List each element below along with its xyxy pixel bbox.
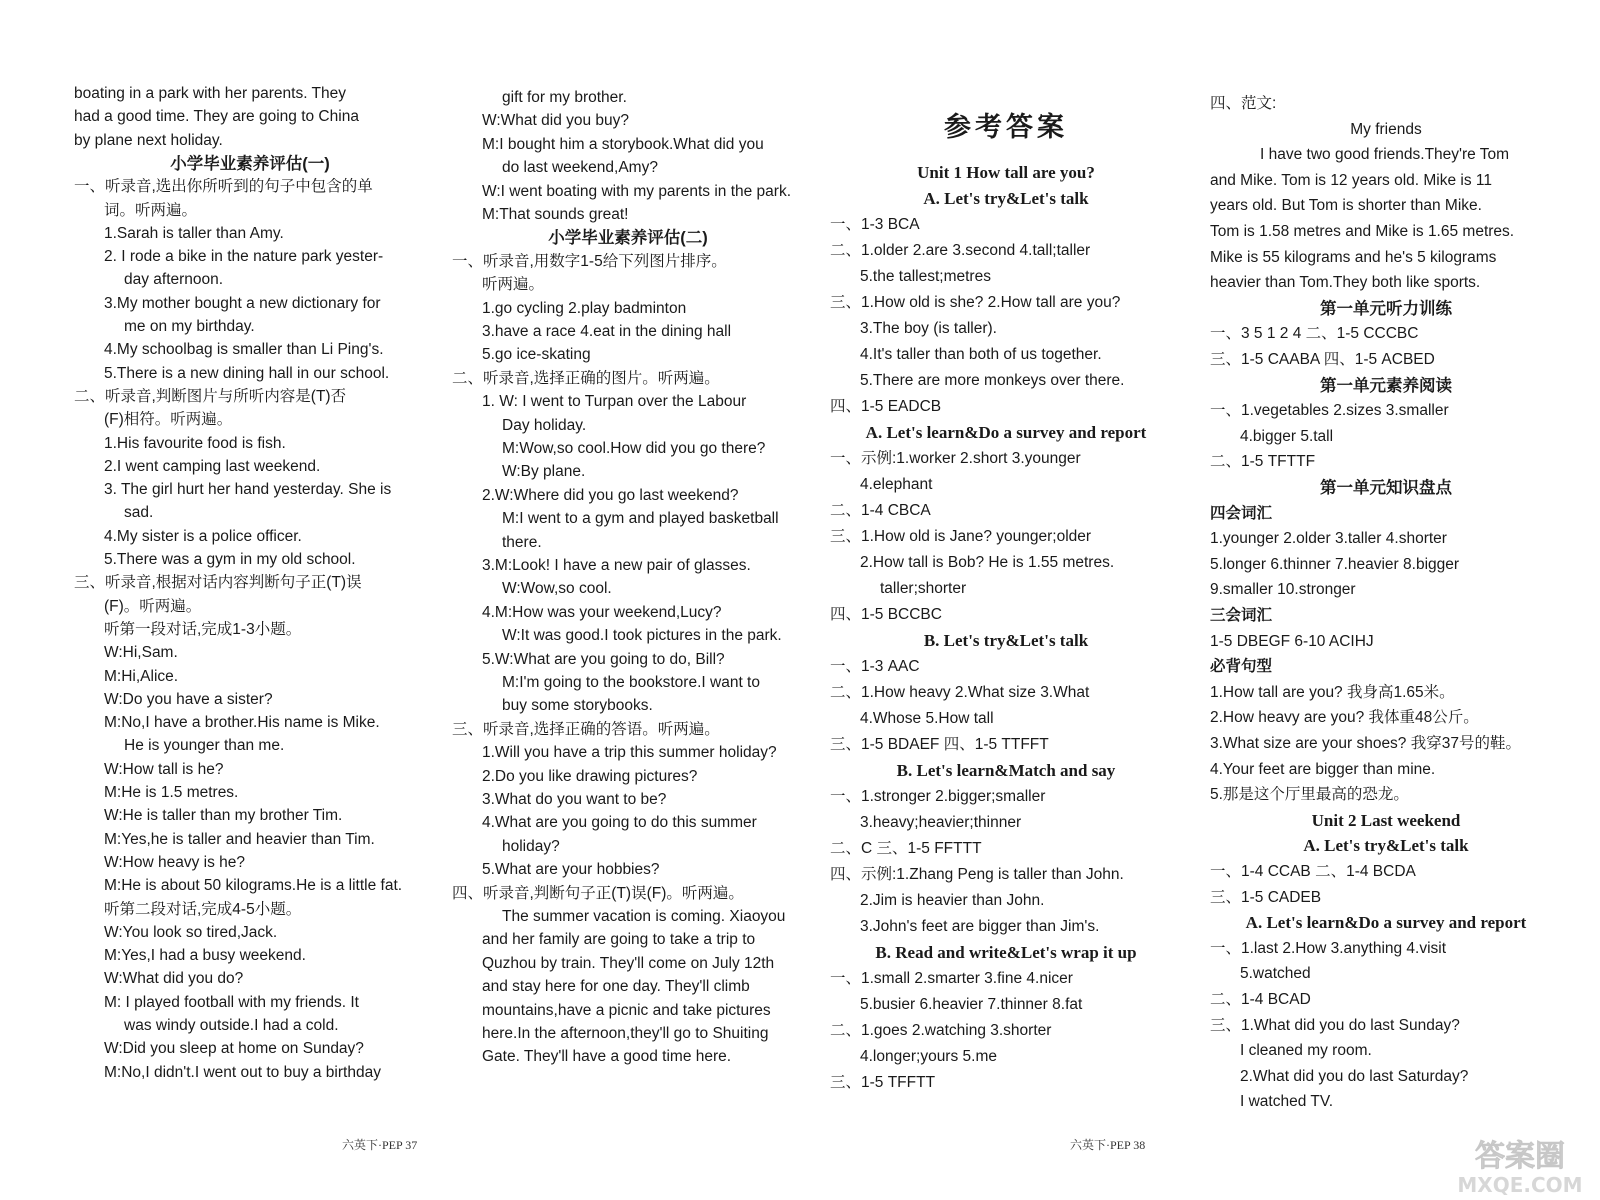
text-line: 3.heavy;heavier;thinner (860, 814, 1022, 832)
text-line: M:I went to a gym and played basketball (502, 510, 779, 528)
text-line: A. Let's try&Let's talk (923, 189, 1089, 209)
text-line: 2.What did you do last Saturday? (1240, 1067, 1469, 1085)
text-line: 小学毕业素养评估(一) (170, 154, 330, 173)
text-line: 5.go ice-skating (482, 346, 591, 364)
text-line: 一、1.stronger 2.bigger;smaller (830, 788, 1046, 806)
text-line: 4.longer;yours 5.me (860, 1048, 997, 1066)
text-line: 1. W: I went to Turpan over the Labour (482, 393, 747, 411)
text-line: 参考答案 (944, 112, 1068, 142)
text-line: My friends (1350, 120, 1422, 138)
text-line: 4.My schoolbag is smaller than Li Ping's. (104, 341, 384, 359)
text-line: 1-5 DBEGF 6-10 ACIHJ (1210, 632, 1374, 650)
text-line: 3. The girl hurt her hand yesterday. She is (104, 481, 392, 499)
text-line: holiday? (502, 837, 560, 855)
text-line: 四、1-5 BCCBC (830, 606, 942, 624)
text-line: 4.elephant (860, 476, 933, 494)
text-line: 二、1.How heavy 2.What size 3.What (830, 684, 1090, 702)
text-line: 3.My mother bought a new dictionary for (104, 294, 381, 312)
text-line: 三、1.What did you do last Sunday? (1210, 1016, 1460, 1034)
text-line: 一、1-3 AAC (830, 658, 920, 676)
text-line: years old. But Tom is shorter than Mike. (1210, 197, 1482, 215)
text-line: 四、听录音,判断句子正(T)误(F)。听两遍。 (452, 884, 744, 902)
text-line: 一、1.small 2.smarter 3.fine 4.nicer (830, 970, 1073, 988)
text-line: 小学毕业素养评估(二) (548, 229, 708, 248)
text-line: 听第二段对话,完成4-5小题。 (104, 900, 302, 918)
text-line: 二、听录音,判断图片与所听内容是(T)否 (74, 387, 347, 405)
text-line: W:Did you sleep at home on Sunday? (104, 1040, 364, 1058)
text-line: 第一单元知识盘点 (1320, 479, 1452, 497)
text-line: 3.What size are your shoes? 我穿37号的鞋。 (1210, 735, 1521, 752)
text-line: boating in a park with her parents. They (74, 85, 346, 102)
watermark-text-url: MXQE.COM (1457, 1173, 1583, 1196)
text-line: 5.There was a gym in my old school. (104, 551, 356, 568)
text-line: M:He is 1.5 metres. (104, 784, 239, 801)
text-line: W:How tall is he? (104, 760, 224, 778)
text-line: 5.longer 6.thinner 7.heavier 8.bigger (1210, 555, 1460, 573)
text-line: buy some storybooks. (502, 697, 653, 715)
text-line: He is younger than me. (124, 737, 285, 755)
text-line: 二、1-4 CBCA (830, 502, 931, 520)
text-line: M:I bought him a storybook.What did you (482, 135, 764, 153)
text-line: 二、听录音,选择正确的图片。听两遍。 (452, 369, 720, 387)
text-line: 一、示例:1.worker 2.short 3.younger (830, 450, 1081, 468)
text-line: 三、1-5 TFFTT (830, 1074, 936, 1092)
watermark-text-cn: 答案圈 (1475, 1139, 1565, 1174)
text-line: 3.have a race 4.eat in the dining hall (482, 323, 732, 340)
text-line: 1.His favourite food is fish. (104, 434, 286, 452)
text-line: M:I'm going to the bookstore.I want to (502, 674, 760, 691)
text-line: 3.M:Look! I have a new pair of glasses. (482, 557, 751, 574)
text-line: M:He is about 50 kilograms.He is a little fat. (104, 877, 403, 895)
text-line: Gate. They'll have a good time here. (482, 1048, 732, 1066)
text-line: 2.I went camping last weekend. (104, 457, 321, 475)
text-line: 必背句型 (1210, 658, 1273, 676)
text-line: W:Wow,so cool. (502, 580, 612, 598)
text-line: heavier than Tom.They both like sports. (1210, 274, 1481, 292)
text-line: 2.Do you like drawing pictures? (482, 767, 698, 785)
text-line: 1.Sarah is taller than Amy. (104, 224, 284, 242)
text-line: W:It was good.I took pictures in the park. (502, 627, 782, 645)
text-line: 听两遍。 (482, 276, 545, 294)
text-line: 1.How tall are you? 我身高1.65米。 (1210, 683, 1455, 701)
text-line: 2.How tall is Bob? He is 1.55 metres. (860, 554, 1115, 572)
text-line: by plane next holiday. (74, 131, 223, 149)
text-line: W:Do you have a sister? (104, 690, 273, 708)
text-line: me on my birthday. (124, 318, 255, 335)
text-line: 四、示例:1.Zhang Peng is taller than John. (830, 866, 1124, 884)
text-line: W:How heavy is he? (104, 853, 245, 871)
text-line: A. Let's try&Let's talk (1303, 836, 1469, 856)
text-line: 一、3 5 1 2 4 二、1-5 CCCBC (1210, 325, 1419, 343)
text-line: here.In the afternoon,they'll go to Shuiting (482, 1025, 769, 1042)
text-line: 5.There is a new dining hall in our school. (104, 364, 390, 382)
text-line: 三、1-5 CAABA 四、1-5 ACBED (1210, 351, 1435, 368)
text-line: 三、1.How old is she? 2.How tall are you? (830, 294, 1121, 312)
text-line: Day holiday. (502, 416, 587, 434)
text-line: (F)。听两遍。 (104, 597, 202, 615)
text-line: 5.watched (1240, 965, 1311, 983)
text-line: 4.Whose 5.How tall (860, 710, 994, 728)
text-line: M:That sounds great! (482, 206, 629, 223)
text-line: W:I went boating with my parents in the park. (482, 182, 792, 200)
text-line: 4.M:How was your weekend,Lucy? (482, 603, 722, 621)
text-line: 2. I rode a bike in the nature park yester- (104, 248, 384, 266)
text-line: M:Yes,I had a busy weekend. (104, 947, 306, 965)
text-line: 一、1.last 2.How 3.anything 4.visit (1210, 939, 1447, 957)
text-line: Unit 1 How tall are you? (917, 163, 1095, 183)
text-line: 5.the tallest;metres (860, 268, 991, 286)
text-line: 5.What are your hobbies? (482, 861, 660, 879)
text-line: M:Yes,he is taller and heavier than Tim. (104, 830, 375, 848)
text-line: 9.smaller 10.stronger (1210, 581, 1356, 599)
text-line: 二、1-5 TFTTF (1210, 453, 1316, 471)
text-line: 4.It's taller than both of us together. (860, 346, 1102, 364)
text-line: 第一单元素养阅读 (1320, 376, 1452, 395)
text-line: W:What did you do? (104, 970, 244, 988)
text-line: do last weekend,Amy? (502, 159, 658, 177)
text-line: B. Let's try&Let's talk (923, 631, 1089, 651)
text-line: A. Let's learn&Do a survey and report (865, 423, 1147, 443)
page-footer-right: 六英下·PEP 38 (1070, 1138, 1146, 1152)
text-line: Quzhou by train. They'll come on July 12th (482, 954, 775, 972)
text-line: was windy outside.I had a cold. (124, 1017, 339, 1034)
text-line: W:He is taller than my brother Tim. (104, 807, 343, 825)
text-line: B. Read and write&Let's wrap it up (875, 943, 1137, 963)
text-line: M:No,I didn't.I went out to buy a birthday (104, 1063, 381, 1081)
text-line: 4.My sister is a police officer. (104, 527, 302, 545)
text-line: sad. (124, 504, 154, 522)
text-line: 三、听录音,根据对话内容判断句子正(T)误 (74, 574, 362, 592)
text-line: 3.What do you want to be? (482, 791, 667, 808)
text-line: Tom is 1.58 metres and Mike is 1.65 metres. (1210, 223, 1515, 240)
text-line: 四、1-5 EADCB (830, 398, 942, 416)
text-line: I cleaned my room. (1240, 1042, 1372, 1060)
text-line: had a good time. They are going to China (74, 108, 359, 126)
text-line: 4.bigger 5.tall (1240, 427, 1334, 445)
text-line: 听第一段对话,完成1-3小题。 (104, 620, 302, 638)
text-line: The summer vacation is coming. Xiaoyou (502, 908, 786, 925)
text-line: gift for my brother. (502, 89, 627, 106)
text-line: 三、1-5 CADEB (1210, 888, 1322, 906)
text-line: and stay here for one day. They'll climb (482, 978, 750, 996)
text-line: W:By plane. (502, 463, 586, 481)
text-line: (F)相符。听两遍。 (104, 411, 233, 429)
text-line: 一、听录音,用数字1-5给下列图片排序。 (452, 252, 727, 270)
text-line: 一、1-3 BCA (830, 216, 920, 234)
text-line: 5.那是这个厅里最高的恐龙。 (1210, 786, 1409, 804)
text-line: 5.There are more monkeys over there. (860, 372, 1125, 390)
text-line: M:No,I have a brother.His name is Mike. (104, 714, 380, 732)
text-line: 5.W:What are you going to do, Bill? (482, 650, 725, 668)
text-line: 一、1-4 CCAB 二、1-4 BCDA (1210, 863, 1416, 880)
text-line: 4.Your feet are bigger than mine. (1210, 760, 1436, 778)
text-line: 第一单元听力训练 (1320, 299, 1452, 318)
text-line: taller;shorter (880, 580, 967, 598)
text-line: I watched TV. (1240, 1093, 1334, 1111)
text-line: M:Hi,Alice. (104, 667, 179, 685)
text-line: 1.younger 2.older 3.taller 4.shorter (1210, 530, 1447, 548)
text-line: W:You look so tired,Jack. (104, 923, 278, 941)
text-line: 1.Will you have a trip this summer holiday? (482, 744, 777, 762)
text-line: and her family are going to take a trip to (482, 931, 756, 949)
text-line: 三、听录音,选择正确的答语。听两遍。 (452, 720, 720, 738)
text-line: Unit 2 Last weekend (1311, 810, 1461, 830)
text-line: 一、听录音,选出你所听到的句子中包含的单 (74, 178, 373, 196)
text-line: 2.How heavy are you? 我体重48公斤。 (1210, 709, 1479, 727)
text-line: 三会词汇 (1210, 607, 1273, 624)
text-line: W:What did you buy? (482, 112, 630, 130)
text-line: 5.busier 6.heavier 7.thinner 8.fat (860, 996, 1083, 1014)
text-line: 一、1.vegetables 2.sizes 3.smaller (1210, 402, 1449, 420)
text-line: 二、1.older 2.are 3.second 4.tall;taller (830, 242, 1091, 260)
text-line: I have two good friends.They're Tom (1260, 146, 1510, 164)
text-line: 三、1-5 BDAEF 四、1-5 TTFFT (830, 736, 1049, 754)
watermark-logo (1446, 1134, 1594, 1196)
text-line: there. (502, 533, 542, 551)
text-line: 3.The boy (is taller). (860, 320, 997, 338)
text-line: day afternoon. (124, 271, 224, 289)
page-footer-left: 六英下·PEP 37 (342, 1138, 418, 1152)
text-line: W:Hi,Sam. (104, 644, 178, 662)
text-line: 二、1.goes 2.watching 3.shorter (830, 1022, 1052, 1040)
text-line: 词。听两遍。 (104, 201, 198, 219)
text-line: 2.W:Where did you go last weekend? (482, 486, 739, 504)
text-line: 二、C 三、1-5 FFTTT (830, 840, 982, 858)
text-line: B. Let's learn&Match and say (896, 761, 1116, 781)
text-line: M: I played football with my friends. It (104, 993, 359, 1011)
text-line: 2.Jim is heavier than John. (860, 892, 1045, 910)
text-line: A. Let's learn&Do a survey and report (1245, 913, 1527, 933)
text-line: 4.What are you going to do this summer (482, 814, 757, 832)
text-line: M:Wow,so cool.How did you go there? (502, 440, 766, 457)
text-line: mountains,have a picnic and take pictures (482, 1001, 771, 1019)
text-line: 四会词汇 (1210, 504, 1273, 522)
text-line: 四、范文: (1210, 95, 1277, 112)
text-line: 二、1-4 BCAD (1210, 991, 1311, 1008)
text-line: and Mike. Tom is 12 years old. Mike is 11 (1210, 171, 1492, 189)
text-line: 1.go cycling 2.play badminton (482, 299, 687, 317)
text-line: Mike is 55 kilograms and he's 5 kilograms (1210, 248, 1497, 266)
text-line: 三、1.How old is Jane? younger;older (830, 528, 1092, 546)
text-line: 3.John's feet are bigger than Jim's. (860, 918, 1100, 936)
